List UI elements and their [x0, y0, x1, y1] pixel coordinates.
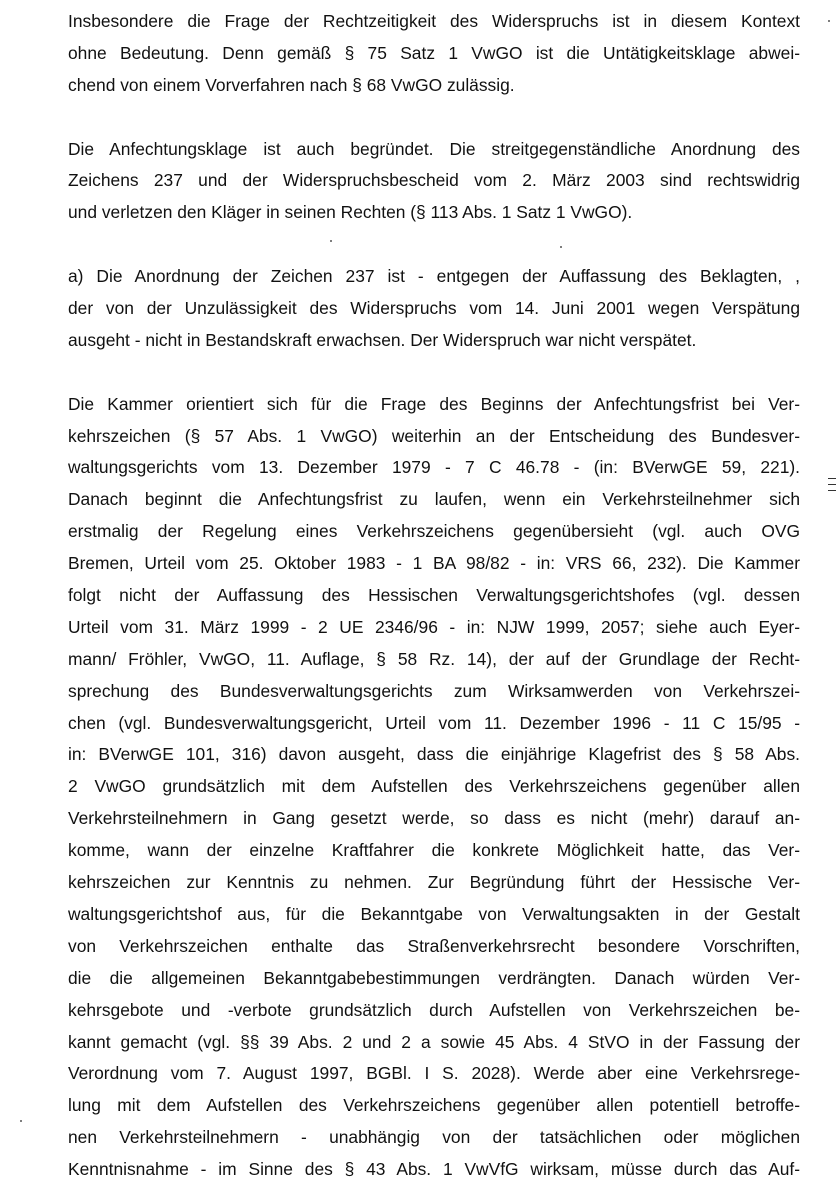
paragraph-4-line-9: mann/ Fröhler, VwGO, 11. Auflage, § 58 Rz. 14), der auf der Grundlage der Recht-	[68, 648, 800, 669]
paragraph-4-line-2: kehrszeichen (§ 57 Abs. 1 VwGO) weiterhin an der Entscheidung des Bundesver-	[68, 425, 800, 446]
paragraph-3-line-1: a) Die Anordnung der Zeichen 237 ist - entgegen der Auffassung des Beklagten, ,	[68, 266, 800, 287]
paragraph-4-line-5: erstmalig der Regelung eines Verkehrszeichens gegenübersieht (vgl. auch OVG	[68, 521, 800, 542]
document-body	[68, 6, 800, 1186]
paragraph-4-line-17: waltungsgerichtshof aus, für die Bekanntgabe von Verwaltungsakten in der Gestalt	[68, 903, 800, 924]
scan-speck	[20, 1120, 22, 1122]
paragraph-4-line-12: in: BVerwGE 101, 316) davon ausgeht, dass die einjährige Klagefrist des § 58 Abs.	[68, 744, 800, 765]
scan-edge-mark	[828, 484, 836, 485]
paragraph-4-line-1: Die Kammer orientiert sich für die Frage des Beginns der Anfechtungsfrist bei Ver-	[68, 393, 800, 414]
paragraph-4-line-3: waltungsgerichts vom 13. Dezember 1979 - 7 C 46.78 - (in: BVerwGE 59, 221).	[68, 457, 800, 478]
paragraph-4-line-4: Danach beginnt die Anfechtungsfrist zu laufen, wenn ein Verkehrsteilnehmer sich	[68, 489, 800, 510]
paragraph-4-line-14: Verkehrsteilnehmern in Gang gesetzt werde, so dass es nicht (mehr) darauf an-	[68, 808, 800, 829]
paragraph-4-line-8: Urteil vom 31. März 1999 - 2 UE 2346/96 - in: NJW 1999, 2057; siehe auch Eyer-	[68, 616, 800, 637]
paragraph-4-line-15: komme, wann der einzelne Kraftfahrer die konkrete Möglichkeit hatte, das Ver-	[68, 840, 800, 861]
paragraph-2-line-1: Die Anfechtungsklage ist auch begründet. Die streitgegenständliche Anordnung des	[68, 138, 800, 159]
paragraph-gap	[68, 102, 800, 134]
paragraph-4-line-20: kehrsgebote und -verbote grundsätzlich durch Aufstellen von Verkehrszeichen be-	[68, 999, 800, 1020]
paragraph-2-line-2: Zeichens 237 und der Widerspruchsbescheid vom 2. März 2003 sind rechtswidrig	[68, 170, 800, 191]
paragraph-4-line-11: chen (vgl. Bundesverwaltungsgericht, Urteil vom 11. Dezember 1996 - 11 C 15/95 -	[68, 712, 800, 733]
paragraph-3-line-2: der von der Unzulässigkeit des Widerspruchs vom 14. Juni 2001 wegen Verspätung	[68, 298, 800, 319]
scan-speck	[330, 240, 332, 242]
paragraph-3-line-3: ausgeht - nicht in Bestandskraft erwachsen. Der Widerspruch war nicht verspätet.	[68, 329, 697, 350]
scan-speck	[560, 246, 562, 248]
paragraph-gap	[68, 229, 800, 261]
paragraph-4-line-10: sprechung des Bundesverwaltungsgerichts zum Wirksamwerden von Verkehrszei-	[68, 680, 800, 701]
paragraph-4-line-18: von Verkehrszeichen enthalte das Straßenverkehrsrecht besondere Vorschriften,	[68, 935, 800, 956]
paragraph-1-line-1: Insbesondere die Frage der Rechtzeitigkeit des Widerspruchs ist in diesem Kontext	[68, 11, 800, 31]
paragraph-4-line-19: die die allgemeinen Bekanntgabebestimmungen verdrängten. Danach würden Ver-	[68, 967, 800, 988]
paragraph-4-line-25: Kenntnisnahme - im Sinne des § 43 Abs. 1 VwVfG wirksam, müsse durch das Auf-	[68, 1159, 800, 1180]
paragraph-4-line-21: kannt gemacht (vgl. §§ 39 Abs. 2 und 2 a sowie 45 Abs. 4 StVO in der Fassung der	[68, 1031, 800, 1052]
paragraph-4-line-16: kehrszeichen zur Kenntnis zu nehmen. Zur Begründung führt der Hessische Ver-	[68, 872, 800, 893]
paragraph-4-line-22: Verordnung vom 7. August 1997, BGBl. I S. 2028). Werde aber eine Verkehrsrege-	[68, 1063, 800, 1084]
paragraph-4-line-23: lung mit dem Aufstellen des Verkehrszeichens gegenüber allen potentiell betroffe-	[68, 1095, 800, 1116]
paragraph-4-line-24: nen Verkehrsteilnehmern - unabhängig von der tatsächlichen oder möglichen	[68, 1127, 800, 1148]
paragraph-2-line-3: und verletzen den Kläger in seinen Rechten (§ 113 Abs. 1 Satz 1 VwGO).	[68, 202, 633, 223]
scan-edge-mark	[828, 490, 836, 491]
paragraph-4-line-7: folgt nicht der Auffassung des Hessischen Verwaltungsgerichtshofes (vgl. dessen	[68, 585, 800, 606]
scan-edge-mark	[828, 478, 836, 479]
paragraph-gap	[68, 357, 800, 389]
paragraph-4-line-6: Bremen, Urteil vom 25. Oktober 1983 - 1 BA 98/82 - in: VRS 66, 232). Die Kammer	[68, 553, 800, 574]
paragraph-4-line-13: 2 VwGO grundsätzlich mit dem Aufstellen des Verkehrszeichens gegenüber allen	[68, 776, 800, 797]
scan-speck	[828, 20, 830, 22]
paragraph-1-line-3: chend von einem Vorverfahren nach § 68 VwGO zulässig.	[68, 74, 515, 95]
paragraph-1-line-2: ohne Bedeutung. Denn gemäß § 75 Satz 1 VwGO ist die Untätigkeitsklage abwei-	[68, 42, 800, 63]
